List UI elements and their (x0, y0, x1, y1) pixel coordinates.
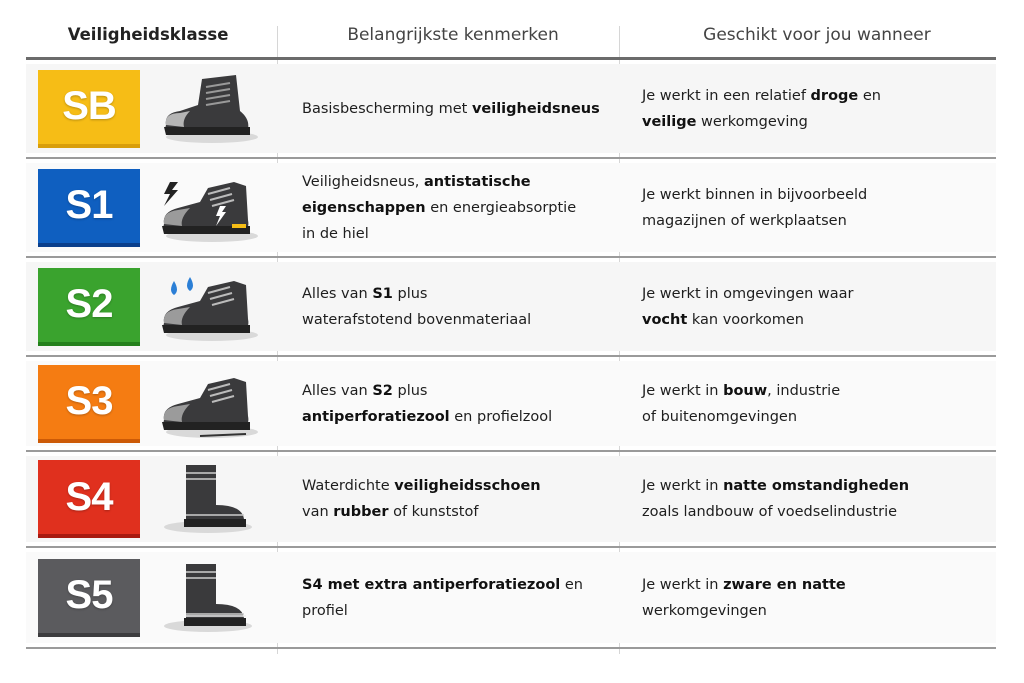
table-body (26, 60, 996, 649)
safety-class-table (26, 12, 996, 649)
class-cell (26, 452, 278, 546)
features-cell (278, 60, 620, 157)
class-badge-s3: S3 (38, 365, 140, 443)
class-cell (26, 60, 278, 157)
suitable-text: Je werkt in een relatief droge en veilige werkomgeving (642, 87, 881, 130)
table-row-sb (26, 60, 996, 159)
header-safety-class: Veiligheidsklasse (67, 25, 229, 44)
water-repellent-shoe-icon (150, 269, 262, 345)
puncture-resistant-shoe-icon (150, 366, 262, 442)
features-text: Veiligheidsneus, antistatische eigenschappen en energieabsorptie in de hiel (302, 173, 577, 242)
features-text: Basisbescherming met veiligheidsneus (302, 100, 600, 117)
suitable-cell (620, 258, 996, 355)
features-text: Alles van S2 plus antiperforatiezool en profielzool (302, 382, 553, 425)
features-cell (278, 159, 620, 256)
class-badge-s5: S5 (38, 559, 140, 637)
suitable-cell (620, 60, 996, 157)
table-row-s4 (26, 452, 996, 548)
suitable-text: Je werkt in natte omstandigheden zoals landbouw of voedselindustrie (642, 478, 910, 520)
class-badge-s4: S4 (38, 460, 140, 538)
suitable-text: Je werkt in omgevingen waar vocht kan voorkomen (642, 285, 854, 328)
suitable-text: Je werkt binnen in bijvoorbeeld magazijnen of werkplaatsen (642, 186, 868, 229)
features-text: Waterdichte veiligheidsschoen van rubber of kunststof (302, 478, 541, 520)
rubber-boot-icon (150, 461, 262, 537)
class-badge-sb: SB (38, 70, 140, 148)
class-cell (26, 357, 278, 450)
suitable-cell (620, 548, 996, 647)
suitable-cell (620, 452, 996, 546)
features-cell (278, 357, 620, 450)
features-cell (278, 452, 620, 546)
table-header (26, 12, 996, 60)
features-text: Alles van S1 plus waterafstotend bovenmateriaal (302, 285, 532, 328)
safety-boot-icon (150, 71, 262, 147)
class-cell (26, 548, 278, 647)
table-row-s1 (26, 159, 996, 258)
features-cell (278, 548, 620, 647)
table-row-s3 (26, 357, 996, 452)
class-cell (26, 159, 278, 256)
rubber-boot-puncture-icon (150, 560, 262, 636)
header-key-features: Belangrijkste kenmerken (347, 24, 559, 45)
table-row-s5 (26, 548, 996, 649)
suitable-text: Je werkt in zware en natte werkomgevingen (642, 576, 846, 619)
class-cell (26, 258, 278, 355)
header-suitable-when: Geschikt voor jou wanneer (703, 24, 931, 45)
suitable-cell (620, 357, 996, 450)
class-badge-s1: S1 (38, 169, 140, 247)
table-row-s2 (26, 258, 996, 357)
suitable-cell (620, 159, 996, 256)
antistatic-shoe-icon (150, 170, 262, 246)
features-text: S4 met extra antiperforatiezool en profiel (302, 576, 583, 619)
class-badge-s2: S2 (38, 268, 140, 346)
suitable-text: Je werkt in bouw, industrie of buitenomgevingen (642, 382, 841, 425)
features-cell (278, 258, 620, 355)
